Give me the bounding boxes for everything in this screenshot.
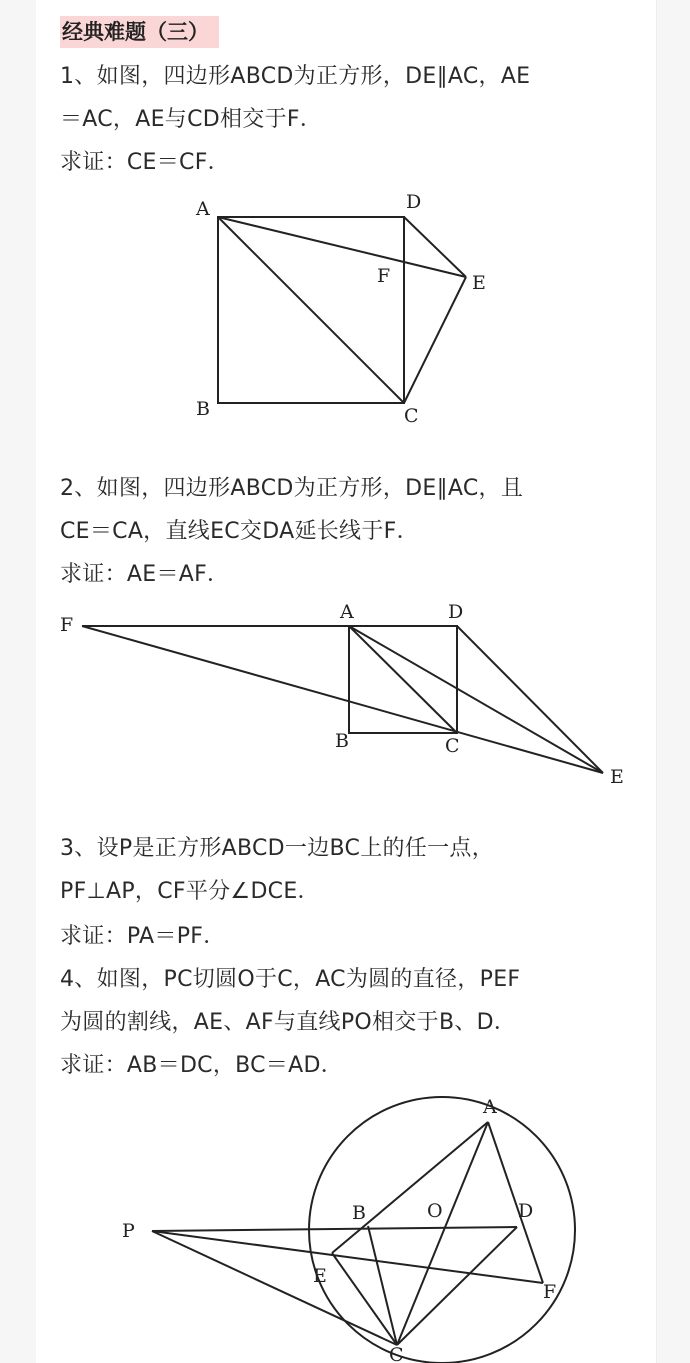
figure-2-square-diagram [55,595,645,795]
label-o: O [427,1200,443,1222]
label-f: F [543,1281,557,1303]
label-f: F [60,614,74,636]
label-f: F [377,265,391,287]
label-a: A [340,601,354,623]
segment-ae [332,1122,488,1253]
label-b: B [352,1202,366,1224]
label-e: E [313,1265,327,1287]
label-c: C [404,405,419,427]
section-title: 经典难题（三） [60,16,219,48]
problem-4-line-2: 为圆的割线，AE、AF与直线PO相交于B、D． [60,1010,517,1035]
problem-3-line-2: PF⊥AP，CF平分∠DCE． [60,879,320,904]
segment-cd [397,1227,517,1345]
label-a: A [196,198,210,220]
label-b: B [196,398,210,420]
label-c: C [389,1344,404,1363]
label-p: P [122,1220,135,1242]
page-margin-left [0,0,37,1363]
problem-1-line-1: 1、如图，四边形ABCD为正方形，DE∥AC，AE [60,64,531,89]
label-d: D [518,1200,534,1222]
label-c: C [445,735,460,757]
problem-2-line-2: CE＝CA，直线EC交DA延长线于F． [60,519,419,544]
problem-4-line-1: 4、如图，PC切圆O于C，AC为圆的直径，PEF [60,967,521,992]
segment-ae [349,626,603,773]
page-margin-right [656,0,690,1363]
problem-3-proof-line: 求证：PA＝PF． [60,924,226,949]
label-e: E [610,766,624,788]
line-pd [152,1227,517,1231]
figure-1-square-diagram [190,190,500,430]
label-e: E [472,272,486,294]
problem-1-line-2: ＝AC，AE与CD相交于F． [60,107,323,132]
problem-4-proof-line: 求证：AB＝DC，BC＝AD． [60,1053,344,1078]
label-d: D [406,191,422,213]
segment-bc [368,1226,397,1345]
figure-4-circle-diagram [110,1088,590,1363]
segment-af [488,1122,543,1283]
segment-ae [218,217,466,277]
diameter-ac [397,1122,488,1345]
label-b: B [335,730,349,752]
label-d: D [448,601,464,623]
label-a: A [483,1096,497,1118]
problem-3-line-1: 3、设P是正方形ABCD一边BC上的任一点， [60,836,494,861]
diagonal-ac [218,217,404,403]
segment-ce [404,277,466,403]
segment-ec [332,1253,397,1345]
problem-2-line-1: 2、如图，四边形ABCD为正方形，DE∥AC，且 [60,476,524,501]
problem-1-proof-line: 求证：CE＝CF． [60,150,230,175]
segment-de [457,626,603,773]
segment-de [404,217,466,277]
problem-2-proof-line: 求证：AE＝AF． [60,562,230,587]
